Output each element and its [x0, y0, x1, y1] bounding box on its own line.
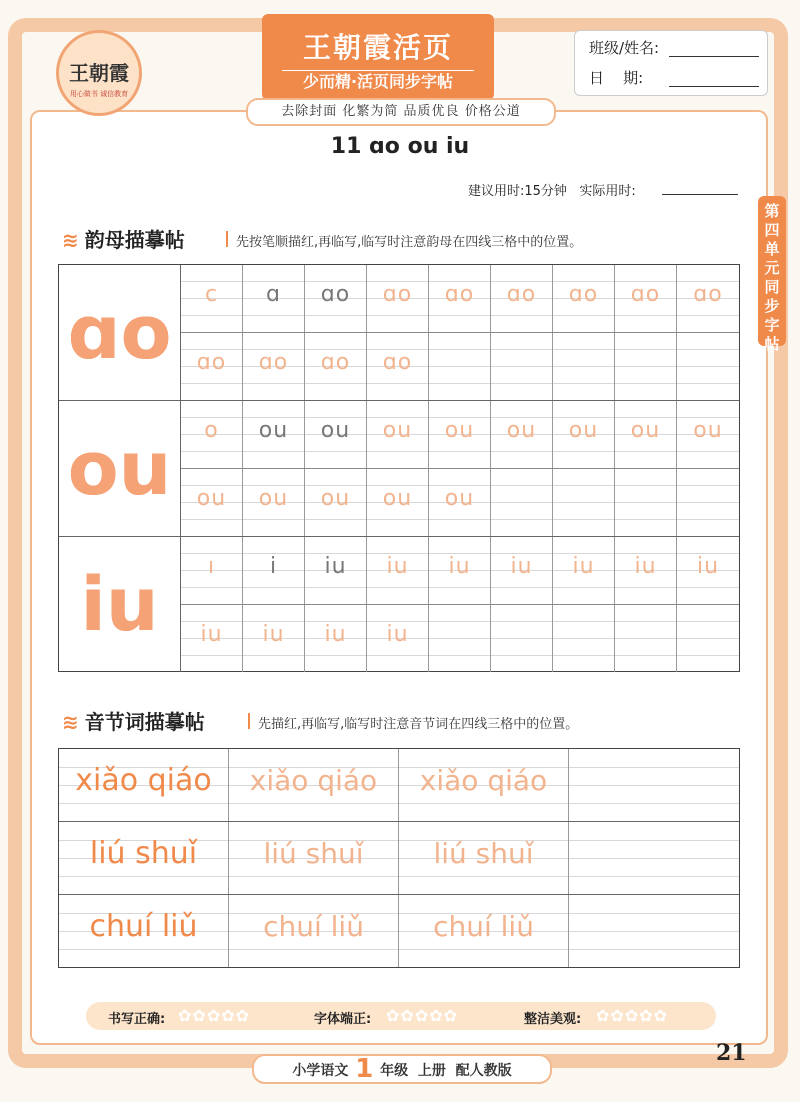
tracing-cell[interactable]: ou: [429, 469, 491, 536]
vowel-row: [59, 401, 739, 537]
tracing-cell[interactable]: iu: [553, 537, 615, 604]
tracing-cell[interactable]: ou: [181, 469, 243, 536]
syllable-row: [59, 822, 739, 895]
flower-rating-icon[interactable]: ✿✿✿✿✿: [596, 1006, 669, 1025]
tracing-cell[interactable]: iu: [429, 537, 491, 604]
tracing-cell[interactable]: ı: [181, 537, 243, 604]
page-number: 21: [716, 1040, 747, 1066]
brand-title: 王朝霞活页: [302, 31, 453, 64]
brand-subtitle: 少而精·活页同步字帖: [282, 70, 474, 93]
tracing-cell[interactable]: [429, 605, 491, 672]
tracing-cell[interactable]: ou: [553, 401, 615, 468]
tracing-cell[interactable]: ɑo: [367, 265, 429, 332]
flower-rating-icon[interactable]: ✿✿✿✿✿: [386, 1006, 459, 1025]
name-row: [589, 37, 759, 59]
footer-edition-text: 年级 上册 配人教版: [380, 1063, 512, 1079]
side-tab-label: 第四单元同步字帖: [764, 202, 780, 353]
tracing-cell[interactable]: [677, 333, 739, 400]
vowel-model-cell: [59, 401, 181, 536]
wave-icon: ≋: [62, 228, 79, 252]
date-label: 日 期:: [589, 69, 644, 87]
tracing-cell[interactable]: ɑo: [243, 333, 305, 400]
logo-subtext: 用心做书 诚信教育: [69, 90, 129, 98]
tracing-cell[interactable]: iu: [305, 605, 367, 672]
syllable-tracing-cell[interactable]: [569, 895, 739, 967]
syllable-model-cell: chuí liǔ: [59, 895, 229, 967]
tracing-cell[interactable]: iu: [243, 605, 305, 672]
vowel-model-text: iu: [80, 561, 159, 648]
tracing-cell[interactable]: [491, 605, 553, 672]
logo-text: 王朝霞: [69, 61, 129, 85]
vowel-row: [59, 265, 739, 401]
tracing-cell[interactable]: [615, 333, 677, 400]
tracing-cell[interactable]: i: [243, 537, 305, 604]
tracing-cell[interactable]: ou: [367, 469, 429, 536]
tracing-cell[interactable]: ɑ: [243, 265, 305, 332]
tracing-cell[interactable]: iu: [181, 605, 243, 672]
tracing-cell[interactable]: ou: [429, 401, 491, 468]
tracing-cell[interactable]: ɑo: [553, 265, 615, 332]
tracing-cell[interactable]: ɑo: [429, 265, 491, 332]
tracing-cell[interactable]: ou: [677, 401, 739, 468]
tracing-cell[interactable]: [491, 469, 553, 536]
publisher-logo: [56, 30, 142, 116]
tracing-cell[interactable]: ɑo: [367, 333, 429, 400]
vowel-model-cell: [59, 265, 181, 400]
section2-heading: [62, 706, 205, 735]
tracing-cell[interactable]: ou: [243, 469, 305, 536]
footer-subject: 小学语文: [292, 1063, 349, 1079]
divider: [248, 713, 250, 729]
date-row: [589, 67, 759, 89]
tracing-cell[interactable]: iu: [677, 537, 739, 604]
tracing-cell[interactable]: ou: [243, 401, 305, 468]
tracing-cell[interactable]: [615, 605, 677, 672]
divider: [226, 231, 228, 247]
tracing-cell[interactable]: ou: [305, 469, 367, 536]
slogan: 去除封面 化繁为简 品质优良 价格公道: [246, 98, 556, 126]
footer-grade: 1: [355, 1054, 374, 1084]
syllable-model-cell: xiǎo qiáo: [59, 749, 229, 821]
brand-banner: [262, 14, 494, 100]
section1-heading: [62, 224, 185, 253]
syllable-model-cell: liú shuǐ: [59, 822, 229, 894]
tracing-cell[interactable]: iu: [367, 605, 429, 672]
tracing-cell[interactable]: ɑo: [677, 265, 739, 332]
syllable-tracing-grid: [58, 748, 740, 968]
name-date-box: [574, 30, 768, 96]
tracing-cell[interactable]: [553, 469, 615, 536]
tracing-cell[interactable]: ɑo: [305, 265, 367, 332]
vowel-row: [59, 537, 739, 673]
section2-title: 音节词描摹帖: [84, 710, 205, 734]
tracing-cell[interactable]: ou: [367, 401, 429, 468]
syllable-tracing-cell[interactable]: chuí liǔ: [399, 895, 569, 967]
tracing-cell[interactable]: ɑo: [491, 265, 553, 332]
tracing-cell[interactable]: c: [181, 265, 243, 332]
tracing-cell[interactable]: ou: [491, 401, 553, 468]
tracing-cell[interactable]: [491, 333, 553, 400]
row-divider: [181, 332, 739, 333]
unit-side-tab: [758, 196, 786, 353]
tracing-cell[interactable]: [677, 469, 739, 536]
tracing-cell[interactable]: [553, 333, 615, 400]
vowel-model-text: ɑo: [67, 289, 172, 376]
section2-instruction: 先描红,再临写,临写时注意音节词在四线三格中的位置。: [258, 717, 579, 732]
syllable-tracing-cell[interactable]: [569, 822, 739, 894]
tracing-cell[interactable]: ou: [615, 401, 677, 468]
tracing-cell[interactable]: ɑo: [615, 265, 677, 332]
tracing-cell[interactable]: [677, 605, 739, 672]
tracing-cell[interactable]: o: [181, 401, 243, 468]
syllable-row: [59, 895, 739, 968]
tracing-cell[interactable]: iu: [615, 537, 677, 604]
rating-correct-label: 书写正确:: [108, 1012, 166, 1027]
tracing-cell[interactable]: iu: [491, 537, 553, 604]
tracing-cell[interactable]: [615, 469, 677, 536]
syllable-tracing-cell[interactable]: [569, 749, 739, 821]
tracing-cell[interactable]: ɑo: [181, 333, 243, 400]
vowel-model-text: ou: [67, 425, 172, 512]
syllable-tracing-cell[interactable]: xiǎo qiáo: [229, 749, 399, 821]
syllable-tracing-cell[interactable]: liú shuǐ: [399, 822, 569, 894]
time-suggestion: 建议用时:15分钟 实际用时:: [468, 184, 636, 199]
name-label: 班级/姓名:: [589, 39, 660, 57]
tracing-cell[interactable]: [553, 605, 615, 672]
section1-instruction: 先按笔顺描红,再临写,临写时注意韵母在四线三格中的位置。: [236, 235, 583, 250]
footer-edition: [252, 1054, 552, 1084]
tracing-cell[interactable]: iu: [305, 537, 367, 604]
tracing-cell[interactable]: iu: [367, 537, 429, 604]
row-divider: [181, 468, 739, 469]
tracing-cell[interactable]: [429, 333, 491, 400]
vowel-model-cell: [59, 537, 181, 672]
flower-rating-icon[interactable]: ✿✿✿✿✿: [178, 1006, 251, 1025]
syllable-tracing-cell[interactable]: chuí liǔ: [229, 895, 399, 967]
date-field[interactable]: [669, 86, 759, 87]
row-divider: [181, 604, 739, 605]
rating-neat-label: 字体端正:: [314, 1012, 372, 1027]
syllable-row: [59, 749, 739, 822]
name-field[interactable]: [669, 56, 759, 57]
rating-clean-label: 整洁美观:: [524, 1012, 582, 1027]
actual-time-field[interactable]: [662, 194, 738, 195]
syllable-tracing-cell[interactable]: liú shuǐ: [229, 822, 399, 894]
tracing-cell[interactable]: ɑo: [305, 333, 367, 400]
wave-icon: ≋: [62, 710, 79, 734]
vowel-tracing-grid: [58, 264, 740, 672]
rating-bar: [86, 1002, 716, 1030]
section1-title: 韵母描摹帖: [84, 228, 185, 252]
tracing-cell[interactable]: ou: [305, 401, 367, 468]
lesson-title: 11 ɑo ou iu: [330, 134, 470, 159]
syllable-tracing-cell[interactable]: xiǎo qiáo: [399, 749, 569, 821]
